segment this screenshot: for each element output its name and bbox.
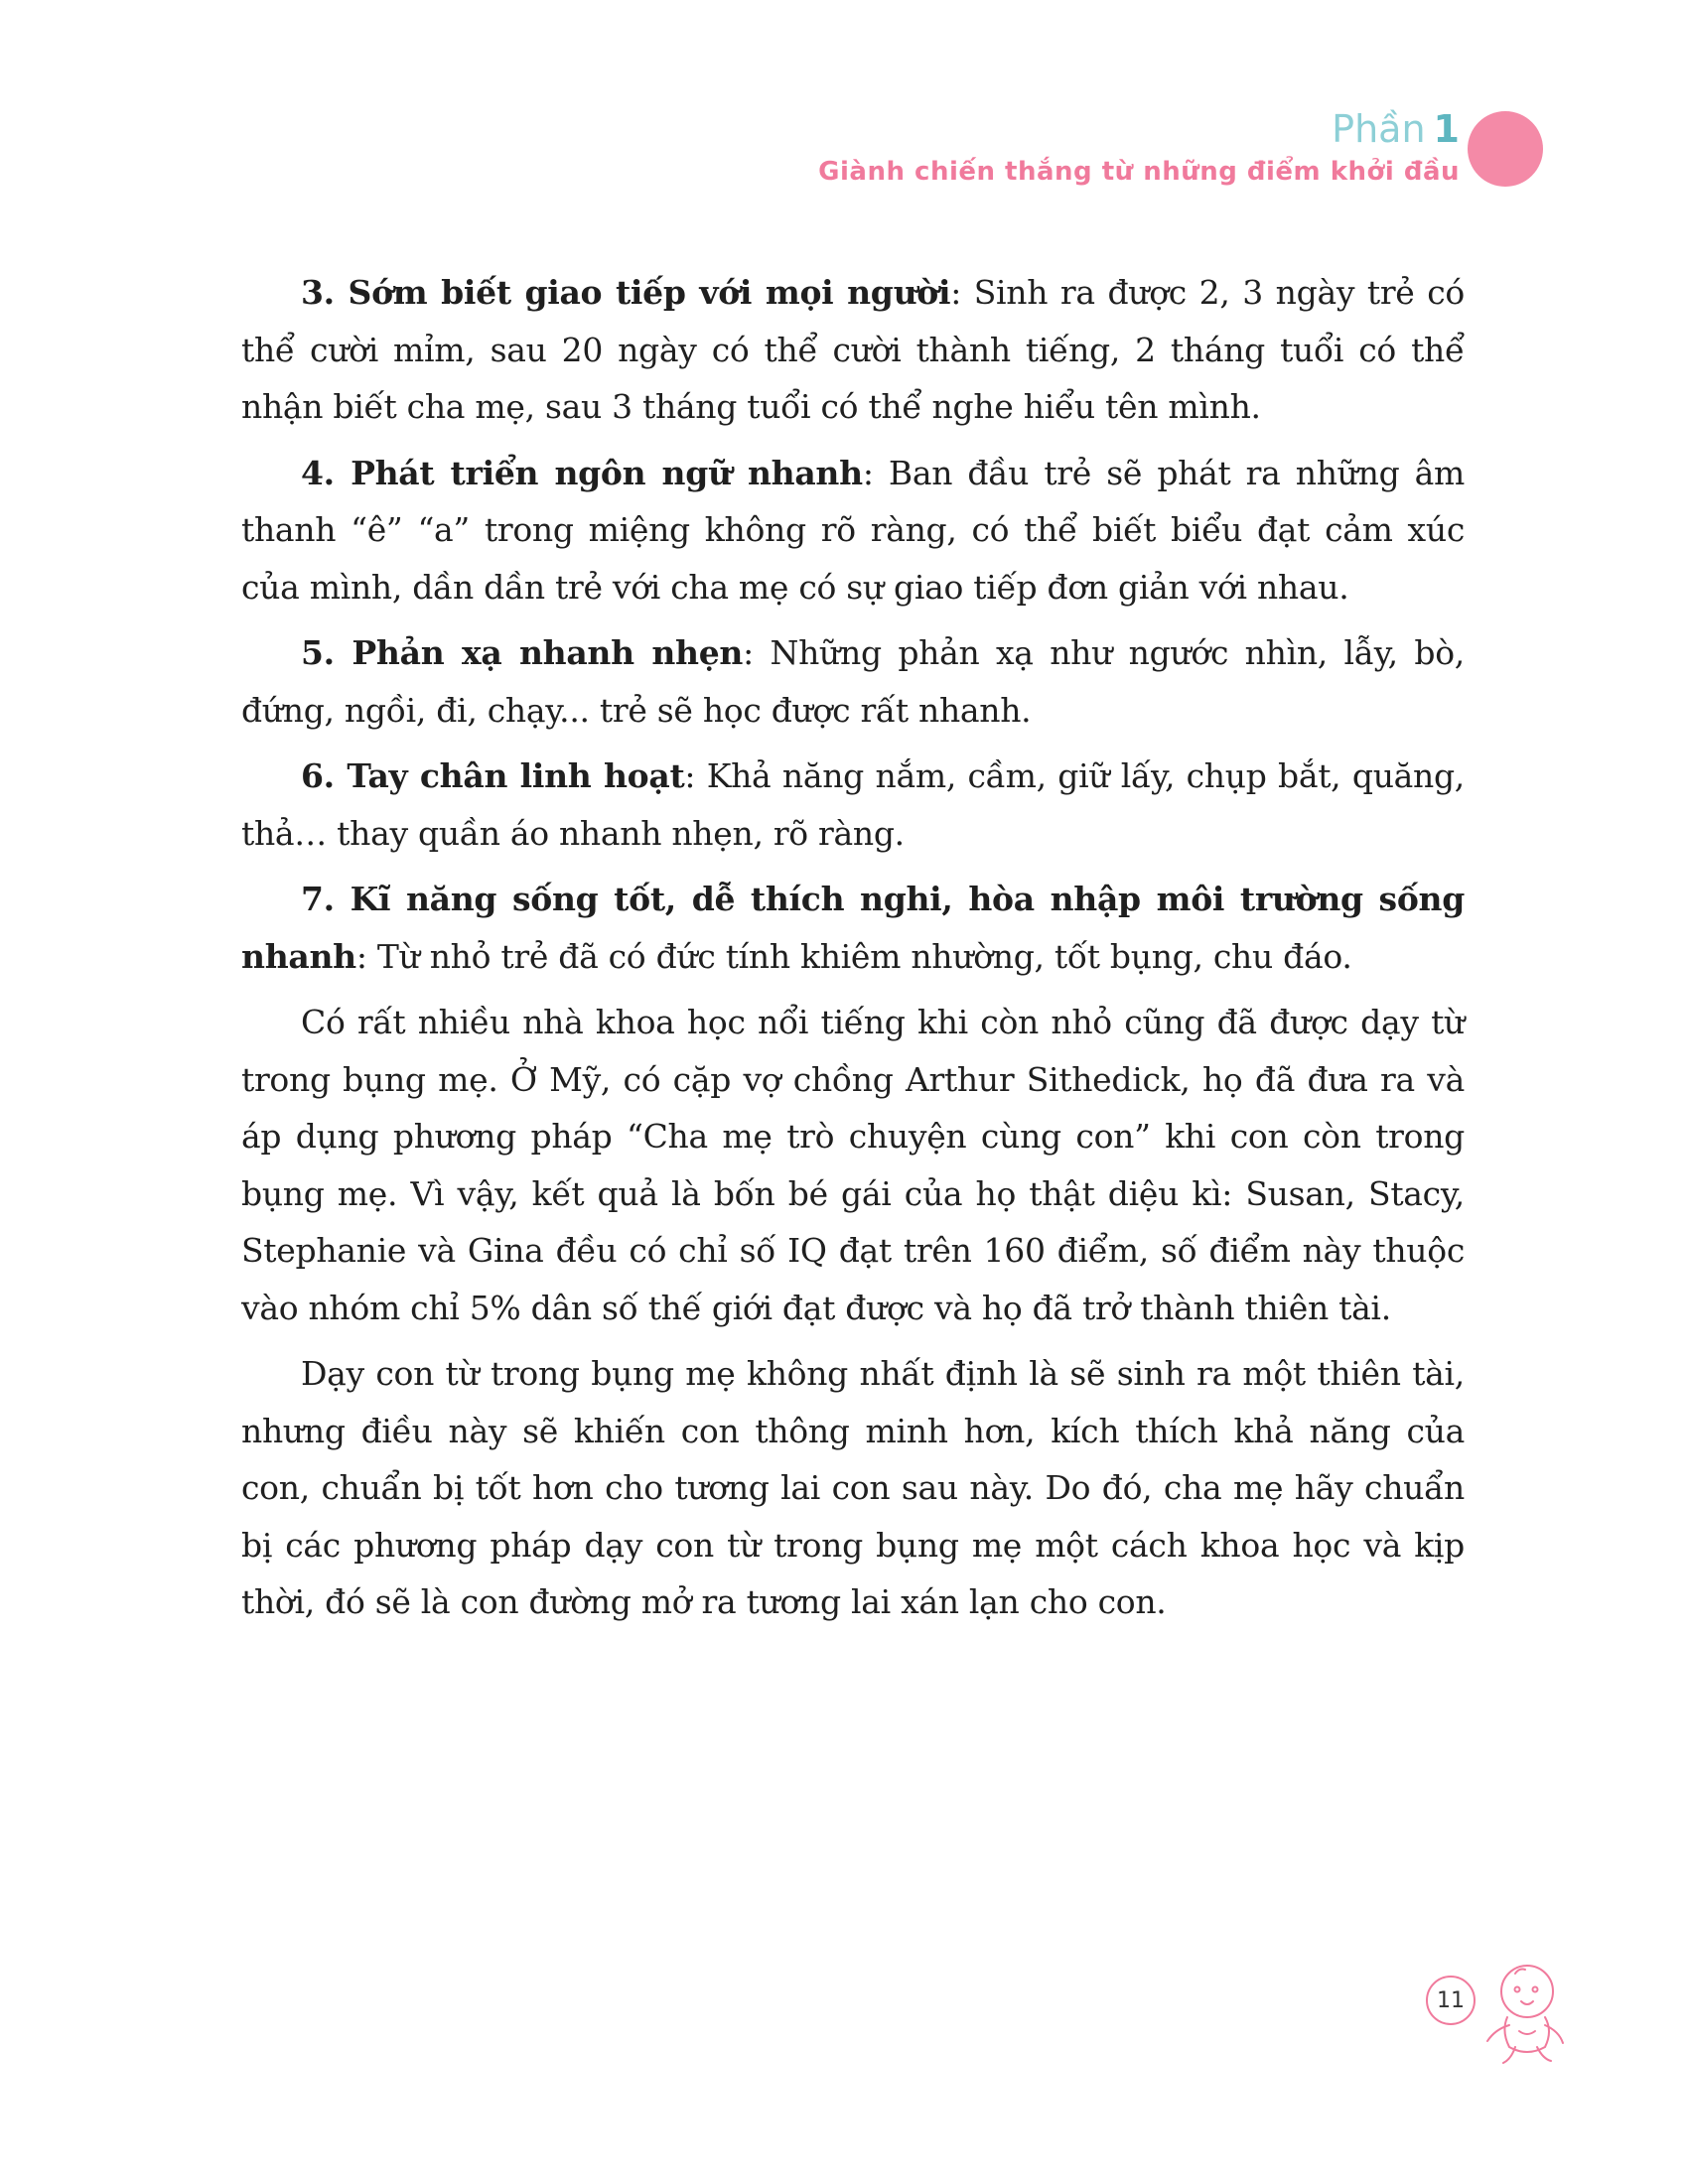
- baby-illustration-icon: [1476, 1956, 1575, 2075]
- paragraph-item-3: [241, 264, 1465, 436]
- body-text: [241, 264, 1465, 1640]
- running-header: [818, 107, 1460, 187]
- paragraph-item-5: [241, 624, 1465, 739]
- page-number: 11: [1426, 1976, 1476, 2025]
- decorative-circle: [1468, 111, 1543, 187]
- paragraph-text: Có rất nhiều nhà khoa học nổi tiếng khi còn nhỏ cũng đã được dạy từ trong bụng mẹ. Ở Mỹ, có cặp vợ chồng Arthur Sithedick, họ đã đưa ra và áp dụng phương pháp “Cha mẹ trò chuyện cùng con” khi con còn trong bụng mẹ. Vì vậy, kết quả là bốn bé gái của họ thật diệu kì: Susan, Stacy, Stephanie và Gina đều có chỉ số IQ đạt trên 160 điểm, số điểm này thuộc vào nhóm chỉ 5% dân số thế giới đạt được và họ đã trở thành thiên tài.: [241, 1003, 1465, 1327]
- item-text: : Từ nhỏ trẻ đã có đức tính khiêm nhường, tốt bụng, chu đáo.: [355, 936, 1352, 976]
- paragraph-scientists: [241, 994, 1465, 1336]
- item-heading: 7. Kĩ năng sống tốt, dễ thích nghi, hòa nhập môi trường sống nhanh: [241, 880, 1465, 976]
- paragraph-item-7: [241, 871, 1465, 985]
- paragraph-item-4: [241, 445, 1465, 616]
- section-subtitle: Giành chiến thắng từ những điểm khởi đầu: [818, 157, 1460, 187]
- item-text: : Khả năng nắm, cầm, giữ lấy, chụp bắt, quăng, thả… thay quần áo nhanh nhẹn, rõ ràng.: [241, 756, 1465, 853]
- item-text: : Sinh ra được 2, 3 ngày trẻ có thể cười mỉm, sau 20 ngày có thể cười thành tiếng, 2 tháng tuổi có thể nhận biết cha mẹ, sau 3 tháng tuổi có thể nghe hiểu tên mình.: [241, 273, 1465, 426]
- item-text: : Ban đầu trẻ sẽ phát ra những âm thanh “ê” “a” trong miệng không rõ ràng, có thể biết biểu đạt cảm xúc của mình, dần dần trẻ với cha mẹ có sự giao tiếp đơn giản với nhau.: [241, 453, 1465, 607]
- item-heading: 3. Sớm biết giao tiếp với mọi người: [301, 273, 951, 312]
- paragraph-text: Dạy con từ trong bụng mẹ không nhất định là sẽ sinh ra một thiên tài, nhưng điều này sẽ khiến con thông minh hơn, kích thích khả năng của con, chuẩn bị tốt hơn cho tương lai con sau này. Do đó, cha mẹ hãy chuẩn bị các phương pháp dạy con từ trong bụng mẹ một cách khoa học và kịp thời, đó sẽ là con đường mở ra tương lai xán lạn cho con.: [241, 1354, 1465, 1621]
- paragraph-item-6: [241, 748, 1465, 862]
- part-label: Phần: [1332, 107, 1426, 151]
- paragraph-conclusion: [241, 1345, 1465, 1631]
- item-heading: 6. Tay chân linh hoạt: [301, 756, 685, 795]
- part-heading: [818, 107, 1460, 151]
- item-heading: 4. Phát triển ngôn ngữ nhanh: [301, 453, 863, 492]
- item-text: : Những phản xạ như ngước nhìn, lẫy, bò, đứng, ngồi, đi, chạy... trẻ sẽ học được rất nhanh.: [241, 633, 1465, 730]
- item-heading: 5. Phản xạ nhanh nhẹn: [301, 633, 744, 672]
- part-number: 1: [1433, 107, 1460, 151]
